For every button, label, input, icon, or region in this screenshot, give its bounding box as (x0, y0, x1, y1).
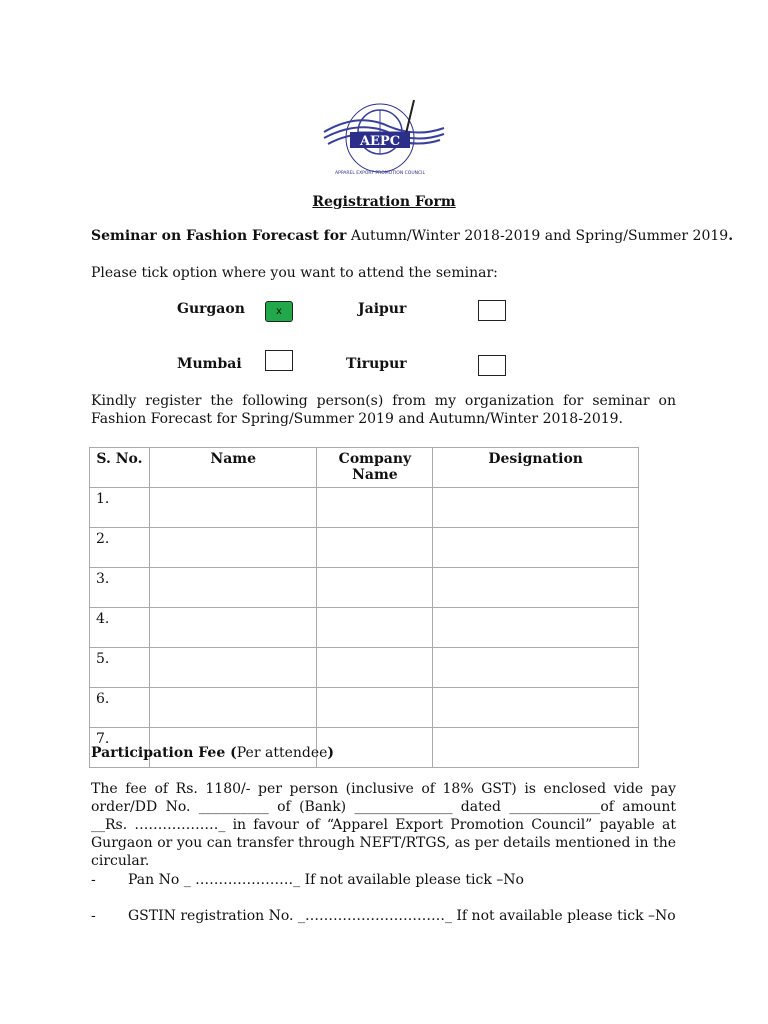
company-cell[interactable] (317, 608, 433, 648)
name-cell[interactable] (149, 608, 317, 648)
name-cell[interactable] (149, 688, 317, 728)
header-company: Company Name (317, 448, 433, 488)
header-sno: S. No. (90, 448, 150, 488)
designation-cell[interactable] (433, 568, 639, 608)
register-paragraph: Kindly register the following person(s) from my organization for seminar on Fashion Forecast for Spring/Summer 2019 and Autumn/Winter 2018-2019. (91, 393, 676, 427)
logo-text: AEPC (359, 134, 401, 149)
gstin-bullet (91, 908, 676, 924)
table-row (90, 488, 639, 528)
gstin-text: GSTIN registration No. _…………………………_ If not available please tick –No (128, 908, 676, 924)
table-row (90, 608, 639, 648)
company-cell[interactable] (317, 648, 433, 688)
check-mark: x (276, 306, 282, 317)
designation-cell[interactable] (433, 608, 639, 648)
fee-heading-close: ) (327, 745, 335, 761)
location-label-mumbai: Mumbai (177, 356, 242, 372)
designation-cell[interactable] (433, 528, 639, 568)
checkbox-jaipur[interactable] (478, 300, 506, 321)
pan-bullet (91, 872, 524, 888)
location-label-gurgaon: Gurgaon (177, 301, 245, 317)
seminar-rest: Autumn/Winter 2018-2019 and Spring/Summer 2019 (346, 228, 729, 244)
name-cell[interactable] (149, 568, 317, 608)
fee-heading (91, 745, 334, 761)
company-cell[interactable] (317, 728, 433, 768)
instruction-text: Please tick option where you want to attend the seminar: (91, 265, 498, 281)
table-header-row (90, 448, 639, 488)
seminar-prefix: Seminar on Fashion Forecast for (91, 228, 347, 244)
bullet-dash: - (91, 908, 96, 924)
row-number: 3. (90, 568, 150, 608)
table-row (90, 568, 639, 608)
attendee-table (89, 447, 639, 768)
row-number: 5. (90, 648, 150, 688)
pan-text: Pan No _ …………………_ If not available please tick –No (128, 872, 524, 888)
row-number: 7. (90, 728, 150, 768)
aepc-logo (318, 92, 448, 184)
name-cell[interactable] (149, 488, 317, 528)
designation-cell[interactable] (433, 488, 639, 528)
table-row (90, 688, 639, 728)
logo-ring-text: APPAREL EXPORT PROMOTION COUNCIL (335, 171, 425, 176)
designation-cell[interactable] (433, 648, 639, 688)
company-cell[interactable] (317, 568, 433, 608)
table-row (90, 648, 639, 688)
row-number: 6. (90, 688, 150, 728)
fee-heading-bold: Participation Fee ( (91, 745, 237, 761)
fee-heading-normal: Per attendee (236, 745, 328, 761)
seminar-line (91, 228, 733, 244)
designation-cell[interactable] (433, 688, 639, 728)
location-label-tirupur: Tirupur (346, 356, 407, 372)
seminar-end: . (728, 228, 734, 244)
location-label-jaipur: Jaipur (358, 301, 407, 317)
table-row (90, 528, 639, 568)
header-name: Name (149, 448, 317, 488)
row-number: 4. (90, 608, 150, 648)
name-cell[interactable] (149, 528, 317, 568)
bullet-dash: - (91, 872, 96, 888)
header-designation: Designation (433, 448, 639, 488)
checkbox-mumbai[interactable] (265, 350, 293, 371)
company-cell[interactable] (317, 688, 433, 728)
fee-paragraph: The fee of Rs. 1180/- per person (inclusive of 18% GST) is enclosed vide pay order/DD No. __________ of (Bank) ______________ dated _____________of amount __Rs. ………………_ in favour of “Apparel Export Promotion Council” payable at Gurgaon or you can transfer through NEFT/RTGS, as per details mentioned in the circular. (91, 781, 676, 869)
row-number: 2. (90, 528, 150, 568)
checkbox-tirupur[interactable] (478, 355, 506, 376)
row-number: 1. (90, 488, 150, 528)
form-title: Registration Form (312, 194, 456, 210)
company-cell[interactable] (317, 528, 433, 568)
company-cell[interactable] (317, 488, 433, 528)
designation-cell[interactable] (433, 728, 639, 768)
name-cell[interactable] (149, 648, 317, 688)
checkbox-gurgaon[interactable] (265, 301, 293, 322)
